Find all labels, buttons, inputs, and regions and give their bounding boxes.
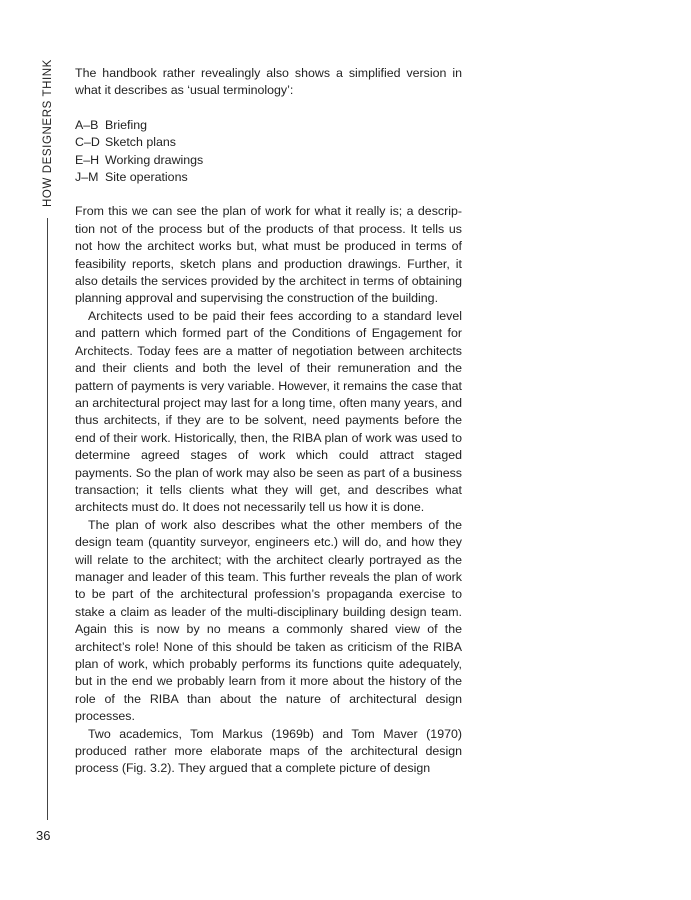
page-number: 36 <box>36 828 51 843</box>
stage-code: J–M <box>75 170 99 185</box>
margin-rule <box>47 218 48 820</box>
stage-item <box>75 169 462 186</box>
paragraph: Architects used to be paid their fees according to a standard level and pattern which formed part of the Conditions of Engagement for Architects. Today fees are a matter of negotiation between architects and their clients and both the level of their remuneration and the pattern of payments is very variable. However, it remains the case that an architectural project may last for a long time, often many years, and thus architects, if they are to be solvent, need payments before the end of their work. Historically, then, the RIBA plan of work was used to determine agreed stages of work which could attract staged payments. So the plan of work may also be seen as part of a business transaction; it tells clients what they will get, and describes what architects must do. It does not necessarily tell us how it is done. <box>75 308 462 515</box>
paragraph: Two academics, Tom Markus (1969b) and Tom Maver (1970) produced rather more elaborate maps of the architectural design process (Fig. 3.2). They argued that a complete picture of design <box>75 726 462 776</box>
stage-code: C–D <box>75 135 100 150</box>
running-head-text: HOW DESIGNERS THINK <box>42 59 54 207</box>
running-head <box>38 58 58 208</box>
stage-list <box>75 117 462 187</box>
stage-item <box>75 134 462 151</box>
intro-paragraph: The handbook rather revealingly also shows a simplified version in what it describes as ‘usual terminology’: <box>75 66 462 98</box>
stage-label: Site operations <box>105 170 188 185</box>
stage-label: Working drawings <box>105 152 204 167</box>
stage-label: Sketch plans <box>105 135 176 150</box>
stage-item <box>75 152 462 169</box>
stage-code: E–H <box>75 152 100 167</box>
stage-label: Briefing <box>105 117 148 132</box>
body-text <box>75 65 462 778</box>
paragraph: From this we can see the plan of work for what it really is; a description not of the process but of the products of that process. It tells us not how the architect works but, what must be produced in terms of feasibility reports, sketch plans and production drawings. Further, it also details the services provided by the architect in terms of obtaining planning approval and supervising the construction of the building. <box>75 204 462 306</box>
stage-item <box>75 117 462 134</box>
paragraph: The plan of work also describes what the other members of the design team (quantity surveyor, engineers etc.) will do, and how they will relate to the architect; with the architect clearly portrayed as the manager and leader of this team. This further reveals the plan of work to be part of the architectural profession’s propaganda exercise to stake a claim as leader of the multi-disciplinary building design team. Again this is now by no means a commonly shared view of the architect’s role! None of this should be taken as criticism of the RIBA plan of work, which probably performs its functions quite adequately, but in the end we probably learn from it more about the history of the role of the RIBA than about the nature of architectural design processes. <box>75 517 462 724</box>
stage-code: A–B <box>75 117 99 132</box>
